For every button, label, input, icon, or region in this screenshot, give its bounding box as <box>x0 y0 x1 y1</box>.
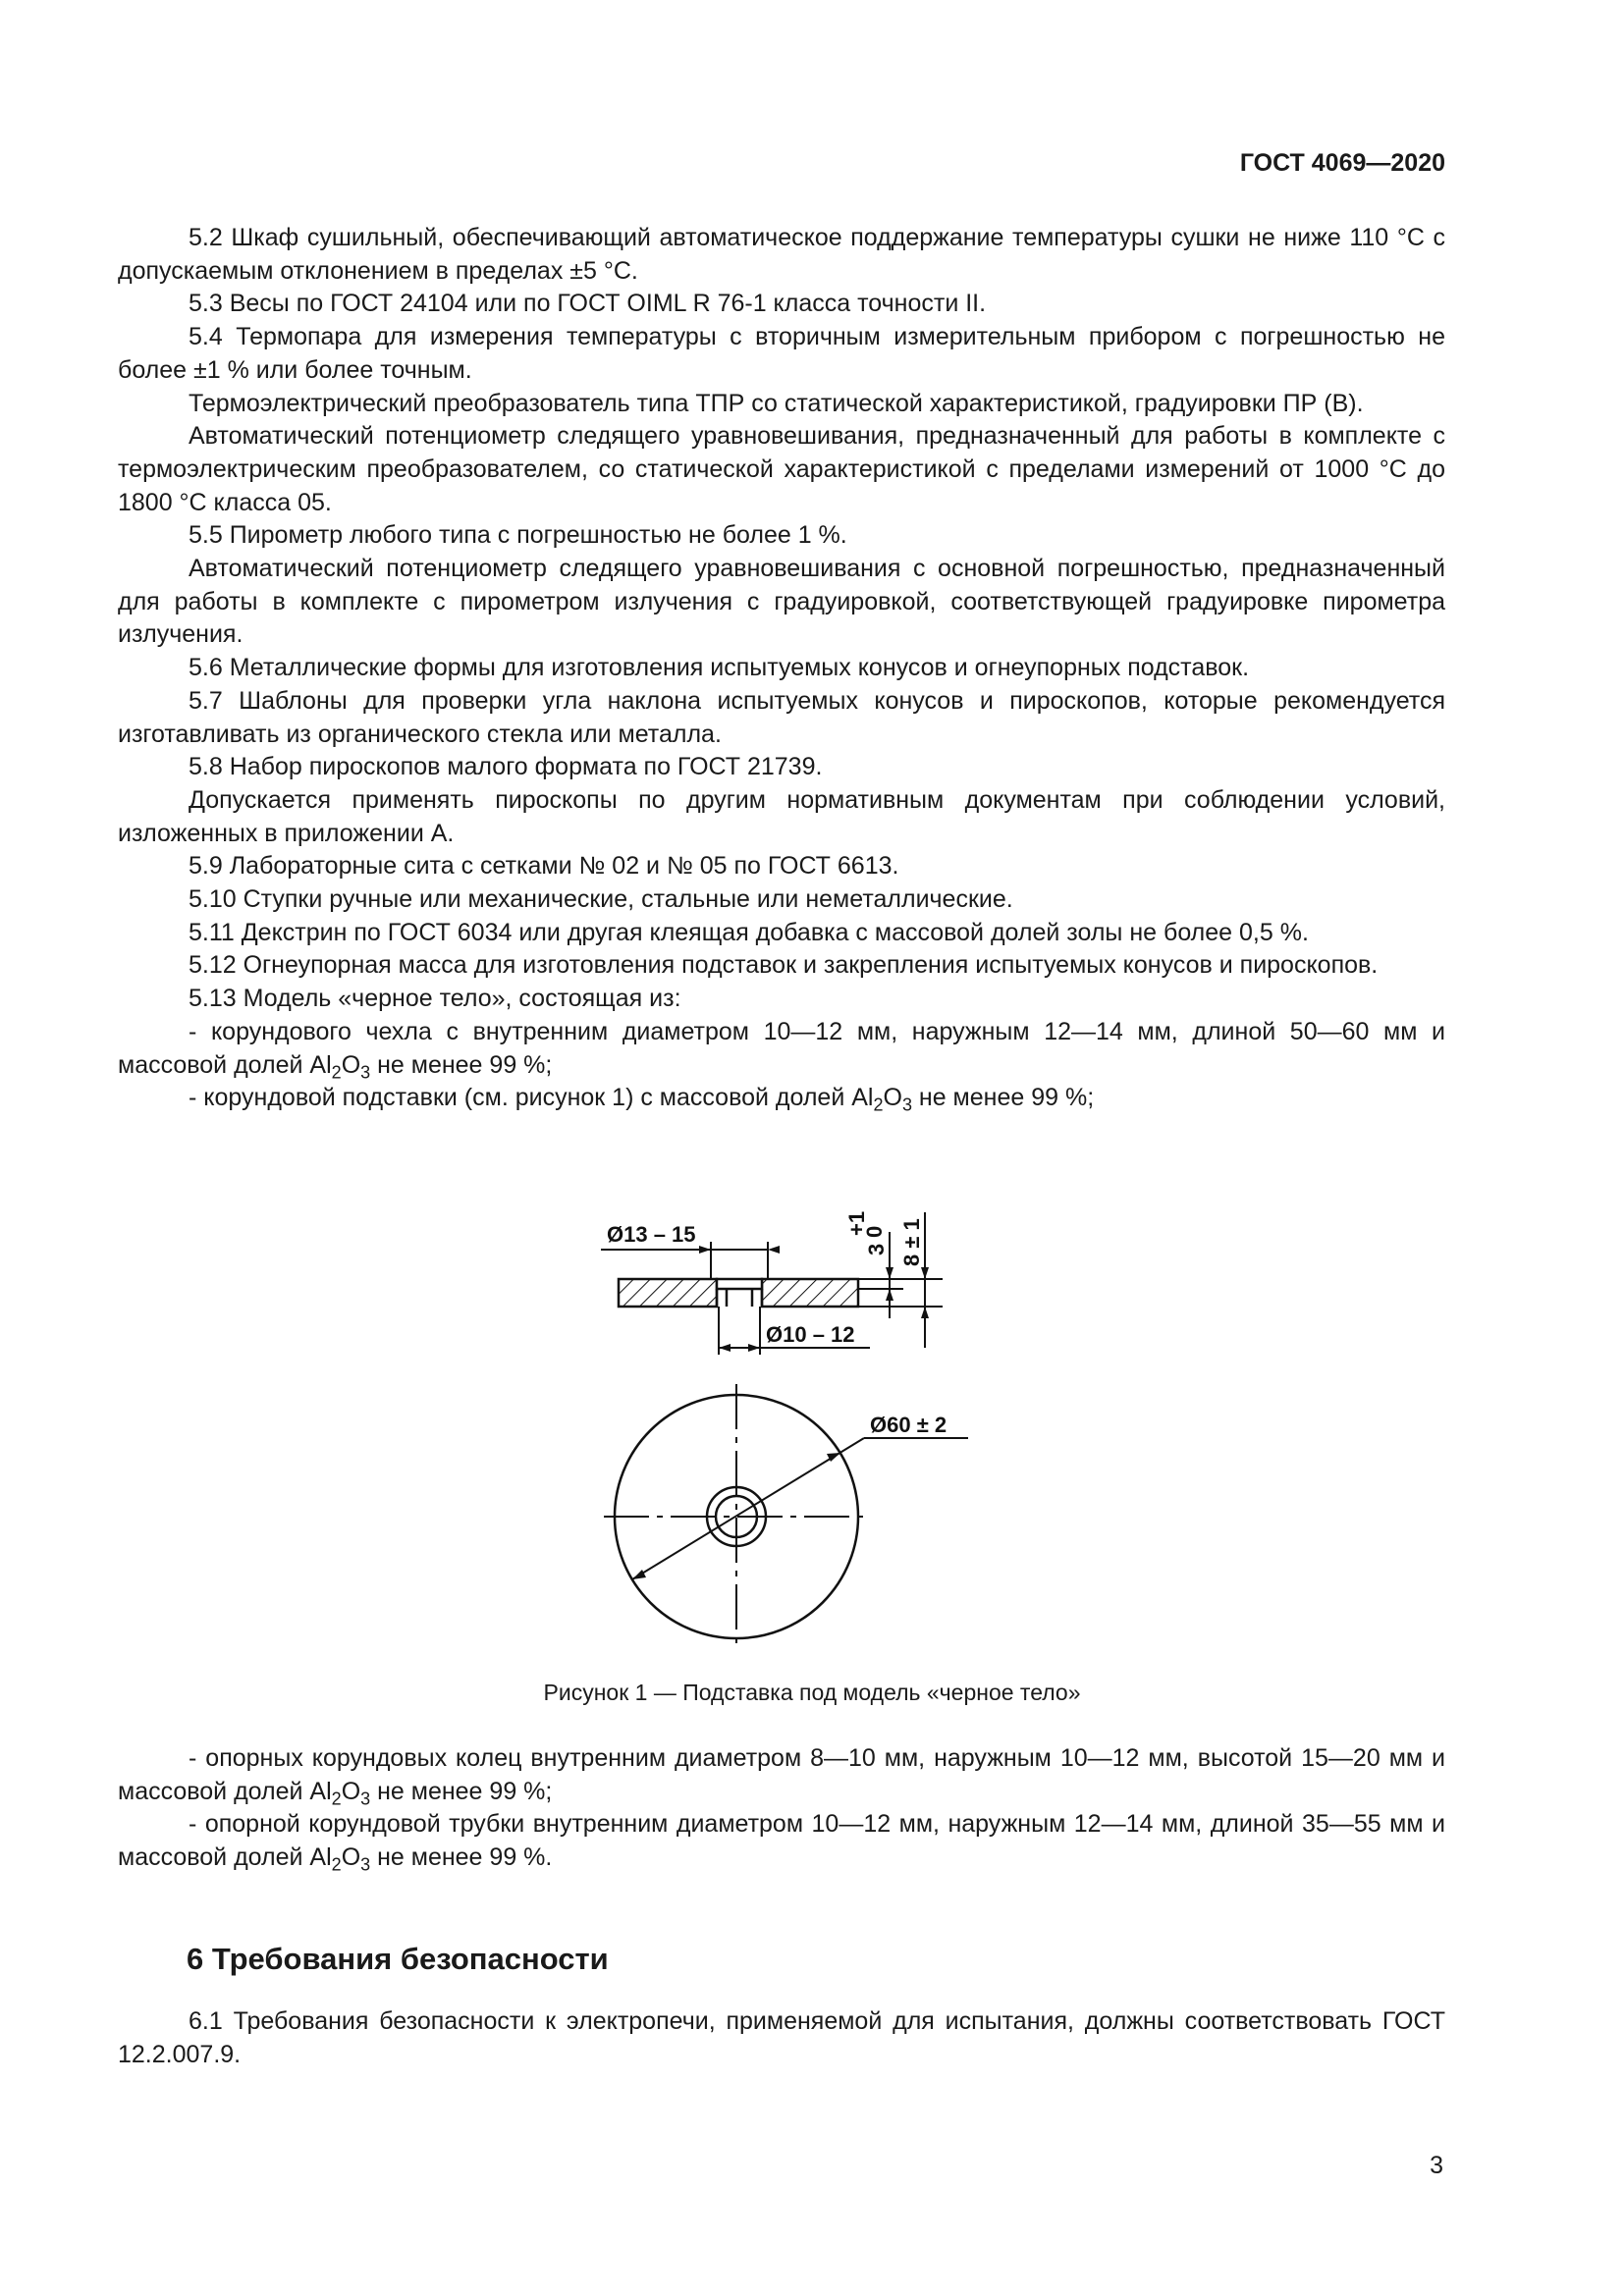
paragraph-5-2: 5.2 Шкаф сушильный, обеспечивающий автоматическое поддержание температуры сушки не ниже 110 °С с допускаемым отклонением в пределах ±5 °С. <box>118 224 1445 285</box>
dim-bottom-label: Ø10 – 12 <box>766 1322 855 1347</box>
paragraph-5-4: 5.4 Термопара для измерения температуры с вторичным измерительным прибором с погрешностью не более ±1 % или более точным. <box>118 323 1445 384</box>
dim-h1-label: 3 <box>864 1243 889 1255</box>
paragraph-5-11: 5.11 Декстрин по ГОСТ 6034 или другая клеящая добавка с массовой долей золы не более 0,5 %. <box>189 918 1309 946</box>
dim-h1-upper: +1 <box>844 1210 869 1236</box>
paragraph-5-12: 5.12 Огнеупорная масса для изготовления подставок и закрепления испытуемых конусов и пироскопов. <box>189 951 1379 980</box>
main-text <box>118 222 1445 1115</box>
figure-caption: Рисунок 1 — Подставка под модель «черное тело» <box>543 1680 1081 1705</box>
paragraph-5-5: 5.5 Пирометр любого типа с погрешностью не более 1 %. <box>189 521 847 550</box>
paragraph-5-9: 5.9 Лабораторные сита с сетками № 02 и № 05 по ГОСТ 6613. <box>189 852 899 881</box>
paragraph-5-6: 5.6 Металлические формы для изготовления испытуемых конусов и огнеупорных подставок. <box>189 654 1250 682</box>
paragraph-thermoelectric: Термоэлектрический преобразователь типа ТПР со статической характеристикой, градуировки ПР (В). <box>189 389 1364 417</box>
section-6-body <box>118 2005 1445 2071</box>
paragraph-5-8: 5.8 Набор пироскопов малого формата по ГОСТ 21739. <box>189 753 823 781</box>
paragraph-5-3: 5.3 Весы по ГОСТ 24104 или по ГОСТ OIML R 76-1 класса точности II. <box>189 290 987 318</box>
dim-big-label: Ø60 ± 2 <box>870 1413 947 1437</box>
dim-h1-lower: 0 <box>862 1225 887 1238</box>
paragraph-potentiometer-2: Автоматический потенциометр следящего уравновешивания с основной погрешностью, предназначенный для работы в комплекте с пирометром излучения с градуировкой, соответствующей градуировке пирометра излучения. <box>118 555 1445 649</box>
dim-top-label: Ø13 – 15 <box>607 1222 696 1247</box>
list-item-corundum-cover: - корундового чехла с внутренним диаметром 10—12 мм, наружным 12—14 мм, длиной 50—60 мм и массовой долей $Al_2O_3$ не менее 99 %; <box>118 1017 1445 1082</box>
paragraph-5-7: 5.7 Шаблоны для проверки угла наклона испытуемых конусов и пироскопов, которые рекомендуется изготавливать из органического стекла или металла. <box>118 686 1445 748</box>
paragraph-6-1: 6.1 Требования безопасности к электропечи, применяемой для испытания, должны соответствовать ГОСТ 12.2.007.9. <box>118 2007 1445 2068</box>
figure-stand-drawing <box>569 1193 982 1664</box>
paragraph-pyroscopes-allowed: Допускается применять пироскопы по другим нормативным документам при соблюдении условий, изложенных в приложении А. <box>118 785 1445 847</box>
top-view <box>604 1384 968 1649</box>
document-code: ГОСТ 4069—2020 <box>1239 149 1445 177</box>
stand-drawing-svg <box>569 1193 982 1664</box>
paragraph-5-10: 5.10 Ступки ручные или механические, стальные или неметаллические. <box>189 885 1013 914</box>
main-text-continued <box>118 1742 1445 1875</box>
list-item-support-rings: - опорных корундовых колец внутренним диаметром 8—10 мм, наружным 10—12 мм, высотой 15—20 мм и массовой долей $Al_2O_3$ не менее 99 %; <box>118 1744 1445 1809</box>
side-view <box>601 1211 943 1355</box>
list-item-corundum-stand: - корундовой подставки (см. рисунок 1) с массовой долей $Al_2O_3$ не менее 99 %; <box>189 1084 1095 1115</box>
page-number: 3 <box>1430 2152 1443 2179</box>
paragraph-potentiometer-1: Автоматический потенциометр следящего уравновешивания, предназначенный для работы в комплекте с термоэлектрическим преобразователем, со статической характеристикой с пределами измерений от 1000 °С до 1800 °С класса 05. <box>118 422 1445 516</box>
section-6-heading: 6 Требования безопасности <box>187 1942 609 1976</box>
list-item-support-tube: - опорной корундовой трубки внутренним диаметром 10—12 мм, наружным 12—14 мм, длиной 35—55 мм и массовой долей $Al_2O_3$ не менее 99 %. <box>118 1810 1445 1875</box>
dim-h2-label: 8 ± 1 <box>899 1218 924 1266</box>
paragraph-5-13: 5.13 Модель «черное тело», состоящая из: <box>189 985 681 1013</box>
